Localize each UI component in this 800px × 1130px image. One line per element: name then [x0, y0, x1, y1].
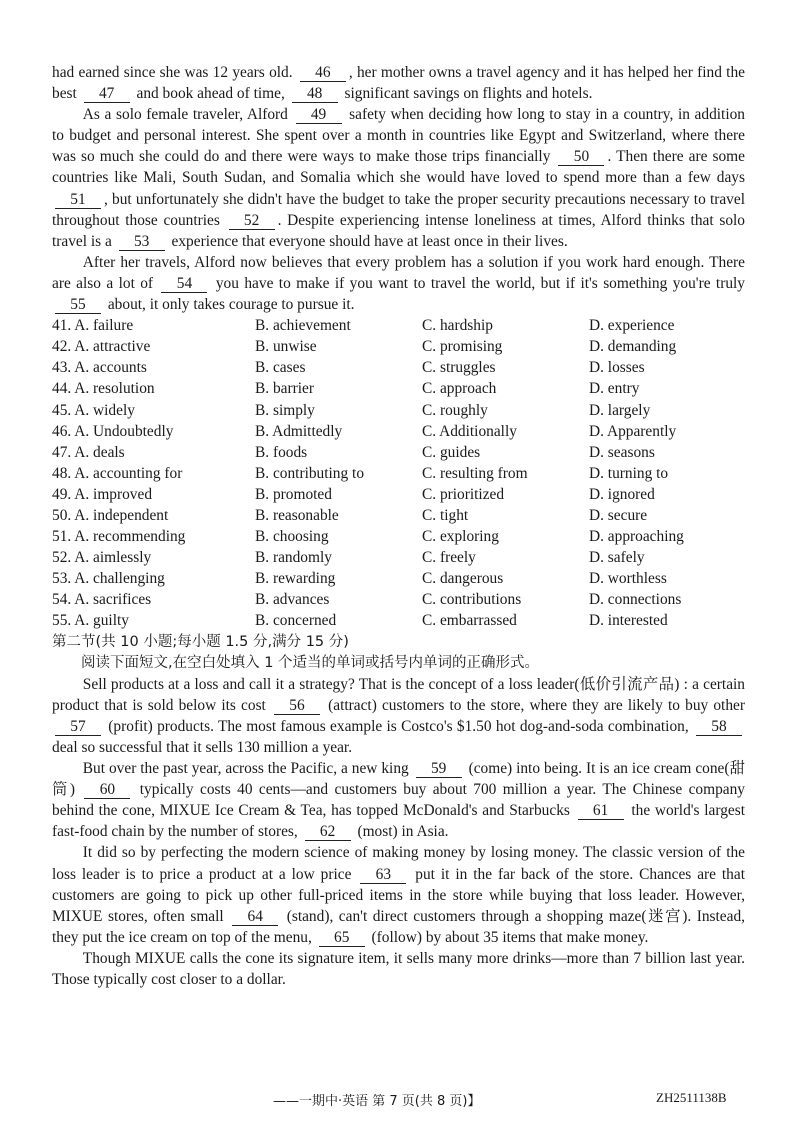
answer-blank: 54: [161, 276, 207, 293]
option-choice: D. Apparently: [589, 422, 677, 440]
answer-blank: 46: [300, 65, 346, 82]
paragraph-text: the world's largest fast-food chain by the number of stores,: [52, 802, 745, 841]
option-choice: D. experience: [589, 317, 675, 335]
option-choice: B. contributing to: [255, 464, 365, 482]
option-question: 49. A. improved: [52, 485, 153, 503]
paragraph-text: had earned since she was 12 years old.: [52, 64, 297, 81]
option-choice: C. freely: [422, 549, 476, 567]
paragraph-text: After her travels, Alford now believes that every problem has a solution if you work hard enough. There are also a lot of: [52, 253, 745, 292]
option-choice: C. dangerous: [422, 570, 504, 588]
paragraph: [52, 674, 745, 758]
option-choice: D. largely: [589, 401, 651, 419]
exam-page: [52, 62, 745, 990]
option-question: 48. A. accounting for: [52, 464, 183, 482]
paragraph-text: (stand), can't direct customers through a shopping maze(迷宫). Instead, they put the ice cream on top of the menu,: [52, 907, 745, 946]
option-choice: C. Additionally: [422, 422, 517, 440]
option-choice: D. demanding: [589, 338, 677, 356]
answer-blank: 63: [360, 867, 406, 884]
option-choice: B. randomly: [255, 549, 332, 567]
option-choice: C. roughly: [422, 401, 488, 419]
answer-blank: 60: [84, 782, 130, 799]
cloze-options: [52, 315, 745, 631]
option-question: 46. A. Undoubtedly: [52, 422, 174, 440]
paragraph-text: experience that everyone should have at least once in their lives.: [167, 232, 568, 250]
section-instruction: 阅读下面短文,在空白处填入 1 个适当的单词或括号内单词的正确形式。: [81, 654, 540, 671]
section-heading: 第二节(共 10 小题;每小题 1.5 分,满分 15 分): [52, 633, 349, 650]
answer-blank: 47: [84, 86, 130, 103]
option-choice: D. secure: [589, 506, 648, 524]
option-choice: D. interested: [589, 612, 668, 630]
paragraph: [52, 252, 745, 315]
paragraph-text: typically costs 40 cents—and customers buy about 700 million a year. The Chinese company behind the cone, MIXUE Ice Cream & Tea, has topped McDonald's and Starbucks: [52, 781, 745, 820]
paragraph: [52, 948, 745, 990]
footer-page-info: ——一期中·英语 第 7 页(共 8 页)】: [273, 1094, 481, 1109]
option-choice: C. resulting from: [422, 464, 528, 482]
paragraph-text: you have to make if you want to travel the world, but if it's something you're truly: [210, 274, 745, 292]
paragraph: [52, 104, 745, 252]
option-question: 54. A. sacrifices: [52, 591, 152, 609]
option-choice: C. prioritized: [422, 485, 505, 503]
option-question: 50. A. independent: [52, 506, 169, 524]
answer-blank: 48: [292, 86, 338, 103]
option-choice: C. hardship: [422, 317, 493, 335]
option-choice: C. promising: [422, 338, 503, 356]
option-choice: C. approach: [422, 380, 497, 398]
option-choice: B. barrier: [255, 380, 314, 398]
option-question: 41. A. failure: [52, 317, 134, 335]
option-choice: B. concerned: [255, 612, 337, 630]
paragraph-text: Sell products at a loss and call it a strategy? That is the concept of a loss leader(低价引流产品) : a certain product that is sold below its cost: [52, 675, 745, 714]
answer-blank: 52: [229, 213, 275, 230]
option-question: 45. A. widely: [52, 401, 135, 419]
paragraph: [52, 758, 745, 842]
paragraph-text: (profit) products. The most famous example is Costco's $1.50 hot dog-and-soda combination,: [104, 717, 693, 735]
answer-blank: 56: [274, 698, 320, 715]
option-choice: C. contributions: [422, 591, 522, 609]
option-choice: D. approaching: [589, 528, 684, 546]
answer-blank: 64: [232, 909, 278, 926]
paragraph-text: (most) in Asia.: [353, 823, 449, 841]
option-choice: B. Admittedly: [255, 422, 343, 440]
grammar-fill-passage: [52, 674, 745, 990]
option-choice: D. ignored: [589, 485, 655, 503]
option-question: 42. A. attractive: [52, 338, 151, 356]
paragraph-text: (come) into being. It is an ice cream cone(甜筒): [52, 760, 745, 799]
paragraph-text: . Then there are some countries like Mali, South Sudan, and Somalia which she would have loved to spend more than a few days: [52, 148, 745, 187]
answer-blank: 61: [578, 803, 624, 820]
option-choice: D. worthless: [589, 570, 667, 588]
paragraph: [52, 842, 745, 947]
option-question: 43. A. accounts: [52, 359, 147, 377]
option-question: 44. A. resolution: [52, 380, 155, 398]
paragraph-text: about, it only takes courage to pursue it.: [104, 296, 355, 314]
answer-blank: 62: [305, 824, 351, 841]
paragraph-text: (attract) customers to the store, where they are likely to buy other: [322, 696, 745, 714]
option-question: 51. A. recommending: [52, 528, 186, 546]
option-choice: C. struggles: [422, 359, 496, 377]
answer-blank: 50: [558, 149, 604, 166]
option-choice: D. entry: [589, 380, 640, 398]
answer-blank: 53: [119, 234, 165, 251]
option-choice: D. connections: [589, 591, 682, 609]
answer-blank: 59: [416, 761, 462, 778]
option-choice: B. promoted: [255, 485, 332, 503]
option-choice: D. turning to: [589, 464, 669, 482]
paragraph-text: Though MIXUE calls the cone its signature item, it sells many more drinks—more than 7 billion last year. Those typically cost closer to a dollar.: [52, 949, 745, 989]
paragraph-text: put it in the far back of the store. Chances are that customers are going to pick up other full-priced items in the store while buying that loss leader. However, MIXUE stores, often small: [52, 865, 745, 925]
paragraph-text: As a solo female traveler, Alford: [82, 106, 293, 124]
option-choice: B. advances: [255, 591, 330, 609]
paragraph-text: significant savings on flights and hotels.: [340, 85, 593, 103]
paragraph-text: (follow) by about 35 items that make money.: [367, 928, 649, 946]
option-choice: B. foods: [255, 443, 308, 461]
answer-blank: 57: [55, 719, 101, 736]
option-question: 53. A. challenging: [52, 570, 165, 588]
answer-blank: 51: [55, 192, 101, 209]
paragraph-text: But over the past year, across the Pacific, a new king: [82, 760, 413, 778]
option-choice: B. achievement: [255, 317, 351, 335]
option-choice: B. rewarding: [255, 570, 336, 588]
option-choice: C. embarrassed: [422, 612, 517, 630]
answer-blank: 58: [696, 719, 742, 736]
option-choice: D. seasons: [589, 443, 655, 461]
paragraph-text: safety when deciding how long to stay in a country, in addition to budget and personal interest. She spent over a month in countries like Egypt and Switzerland, where there was so much she could do and there were ways to make those trips financially: [52, 106, 745, 166]
option-question: 52. A. aimlessly: [52, 549, 152, 567]
option-choice: B. reasonable: [255, 506, 339, 524]
option-choice: B. simply: [255, 401, 315, 419]
paragraph-text: and book ahead of time,: [132, 85, 289, 103]
option-choice: B. cases: [255, 359, 306, 377]
option-question: 55. A. guilty: [52, 612, 129, 630]
option-choice: B. unwise: [255, 338, 317, 356]
paragraph-text: . Despite experiencing intense loneliness at times, Alford thinks that solo travel is a: [52, 211, 745, 250]
paragraph-text: , but unfortunately she didn't have the budget to take the proper security precautions necessary to travel throughout those countries: [52, 190, 745, 229]
answer-blank: 55: [55, 297, 101, 314]
paragraph-text: deal so successful that it sells 130 million a year.: [52, 739, 353, 756]
paragraph: [52, 62, 745, 104]
option-choice: D. losses: [589, 359, 645, 377]
paragraph-text: It did so by perfecting the modern science of making money by losing money. The classic version of the loss leader is to price a product at a low price: [52, 844, 745, 883]
option-choice: C. tight: [422, 506, 469, 524]
footer-code: ZH2511138B: [656, 1090, 727, 1105]
option-choice: C. exploring: [422, 528, 499, 546]
option-question: 47. A. deals: [52, 443, 125, 461]
cloze-passage: [52, 62, 745, 315]
option-choice: B. choosing: [255, 528, 329, 546]
option-choice: C. guides: [422, 443, 481, 461]
paragraph-text: , her mother owns a travel agency and it has helped her find the best: [52, 64, 745, 103]
answer-blank: 49: [296, 107, 342, 124]
option-choice: D. safely: [589, 549, 645, 567]
answer-blank: 65: [319, 930, 365, 947]
